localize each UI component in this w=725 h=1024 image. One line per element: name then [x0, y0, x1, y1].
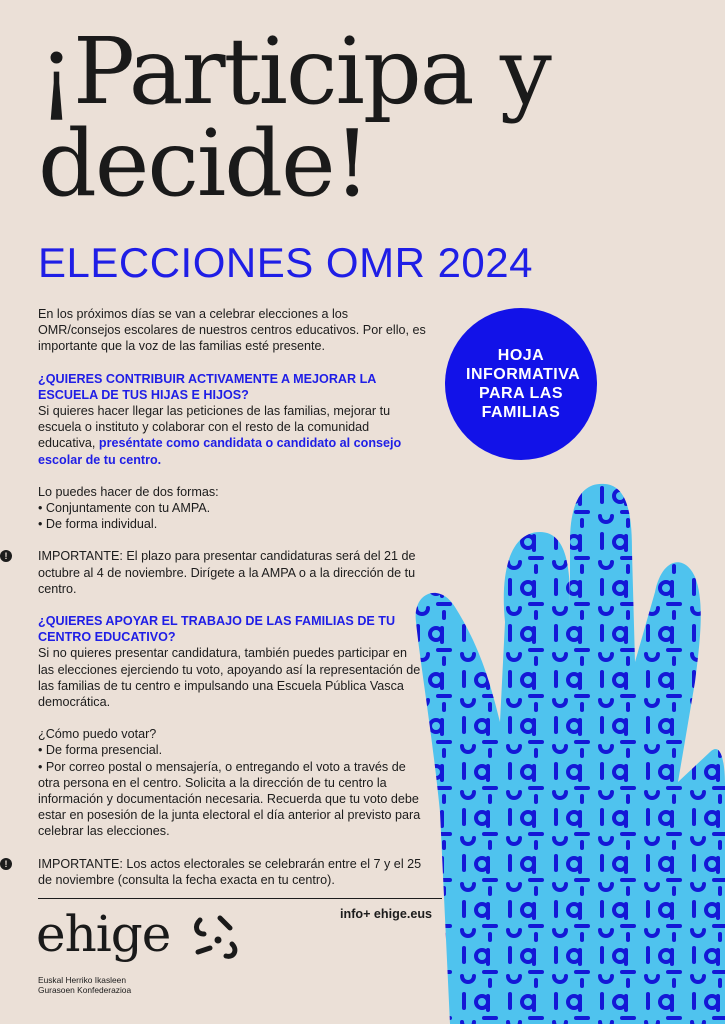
important-note-1-text: IMPORTANTE: El plazo para presentar candidaturas será del 21 de octubre al 4 de noviembre. Dirígete a la AMPA o a la dirección de tu centro.	[38, 549, 416, 596]
logo-sub-line-1: Euskal Herriko Ikasleen	[38, 975, 126, 985]
logo-sub-line-2: Gurasoen Konfederazioa	[38, 985, 132, 995]
footer-divider	[38, 898, 442, 899]
way-item-1: • Conjuntamente con tu AMPA.	[38, 501, 211, 516]
ehige-logo-mark-icon	[190, 912, 242, 964]
important-note-2-text: IMPORTANTE: Los actos electorales se celebrarán entre el 7 y el 25 de noviembre (consulta la fecha exacta en tu centro).	[38, 856, 422, 887]
badge-text: HOJA INFORMATIVA PARA LAS FAMILIAS	[466, 347, 581, 421]
hand-illustration	[410, 482, 725, 1024]
title-line-1: ¡Participa y	[38, 18, 550, 125]
section1-highlight: preséntate como candidata o candidato al consejo escolar de tu centro.	[38, 436, 402, 467]
elections-subtitle: ELECCIONES OMR 2024	[38, 239, 534, 286]
section1-question: ¿QUIERES CONTRIBUIR ACTIVAMENTE A MEJORAR LA ESCUELA DE TUS HIJAS E HIJOS?	[38, 371, 376, 402]
section1-paragraph	[38, 403, 426, 468]
way-item-2: • De forma individual.	[38, 517, 158, 532]
section1-text: Si quieres hacer llegar las peticiones de las familias, mejorar tu escuela o instituto y colaborar con el resto de la comunidad educativa,	[38, 404, 391, 451]
ehige-logo-subtitle	[38, 975, 131, 995]
exclamation-circle-icon: !	[0, 858, 12, 870]
contact-website: info+ ehige.eus	[340, 907, 433, 921]
ehige-logo-word: ehige	[36, 905, 171, 963]
how-item-2: • Por correo postal o mensajería, o entregando el voto a través de otra persona en el centro. Solicita a la dirección de tu centro la información y documentación necesaria. Recuerda que tu voto debe estar en posesión de la junta electoral el día anterior al previsto para celebrar las elecciones.	[38, 759, 421, 839]
body-text	[4, 306, 426, 888]
exclamation-circle-icon: !	[0, 550, 12, 562]
important-note-2	[4, 856, 426, 888]
page-title	[38, 18, 698, 217]
ways-intro: Lo puedes hacer de dos formas:	[38, 484, 219, 499]
important-note-1	[4, 548, 426, 597]
intro-paragraph: En los próximos días se van a celebrar elecciones a los OMR/consejos escolares de nuestros centros educativos. Por ello, es importante que la voz de las familias esté presente.	[38, 307, 426, 354]
how-item-1: • De forma presencial.	[38, 743, 163, 758]
section2-question: ¿QUIERES APOYAR EL TRABAJO DE LAS FAMILIAS DE TU CENTRO EDUCATIVO?	[38, 614, 396, 645]
how-to-vote-intro: ¿Cómo puedo votar?	[38, 727, 157, 742]
title-line-2: decide!	[38, 110, 369, 217]
section2-paragraph: Si no quieres presentar candidatura, también puedes participar en las elecciones ejerciendo tu voto, apoyando así la representación de las familias de tu centro e impulsando una Escuela Pública Vasca democrática.	[38, 646, 421, 710]
info-sheet-badge	[445, 308, 597, 460]
